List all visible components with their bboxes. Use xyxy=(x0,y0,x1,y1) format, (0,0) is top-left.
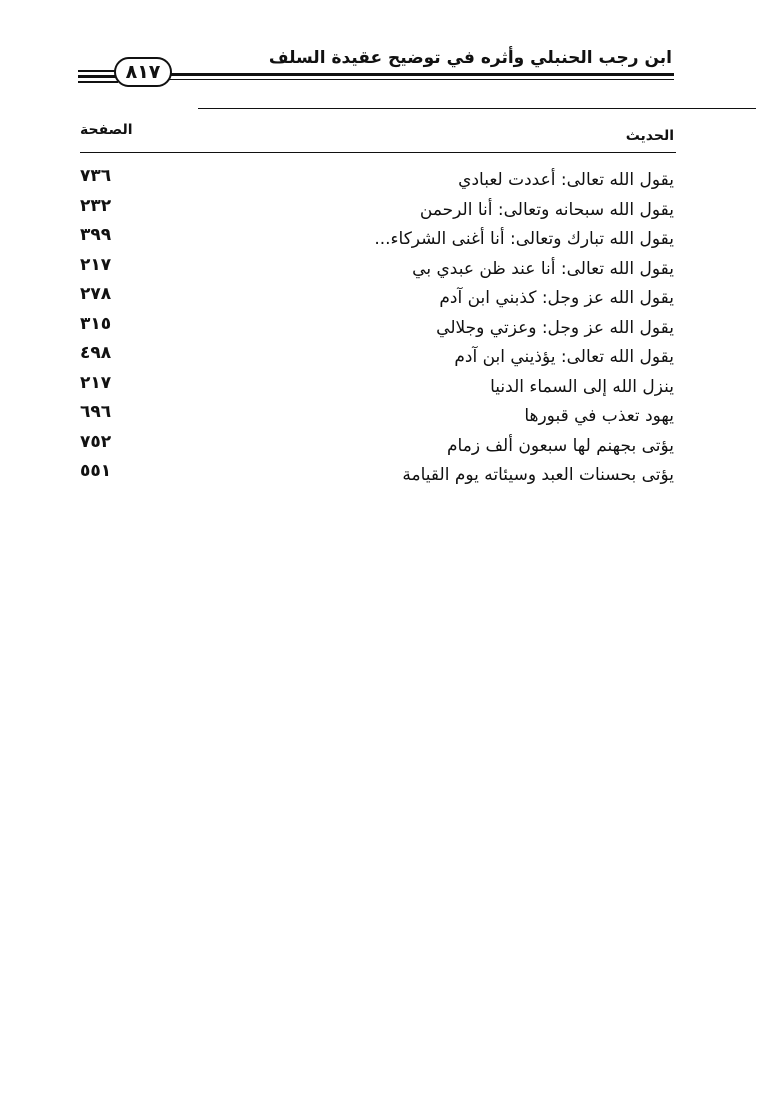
hadith-text: يؤتى بحسنات العبد وسيئاته يوم القيامة xyxy=(402,465,674,485)
page-reference: ٢٧٨ xyxy=(80,284,112,304)
page-reference: ٢١٧ xyxy=(80,372,112,393)
hadith-text: يؤتى بجهنم لها سبعون ألف زمام xyxy=(447,435,674,456)
column-header-top-rule xyxy=(198,108,756,109)
header-rule-thin xyxy=(168,79,674,80)
hadith-text: يقول الله عز وجل: كذبني ابن آدم xyxy=(439,288,674,308)
header-rule-thick xyxy=(168,73,674,76)
hadith-column-label: الحديث xyxy=(625,128,674,144)
header-ornament-line xyxy=(78,81,118,83)
hadith-text: يهود تعذب في قبورها xyxy=(524,406,674,426)
hadith-text: ينزل الله إلى السماء الدنيا xyxy=(490,376,674,397)
index-column-header xyxy=(80,108,674,154)
index-row xyxy=(80,196,674,226)
hadith-text: يقول الله تعالى: يؤذيني ابن آدم xyxy=(454,347,674,367)
page-reference: ٥٥١ xyxy=(80,461,112,481)
page-number-badge: ٨١٧ xyxy=(114,57,172,87)
index-row xyxy=(80,432,674,462)
page-reference: ٣٩٩ xyxy=(80,225,112,245)
page-reference: ٣١٥ xyxy=(80,313,112,334)
index-row xyxy=(80,402,674,432)
hadith-index-list xyxy=(80,166,674,491)
hadith-text: يقول الله سبحانه وتعالى: أنا الرحمن xyxy=(419,199,674,220)
page-reference: ٤٩٨ xyxy=(80,343,112,363)
index-row xyxy=(80,314,674,344)
hadith-text: يقول الله تعالى: أنا عند ظن عبدي بي xyxy=(412,258,674,279)
index-row xyxy=(80,255,674,285)
page-reference: ٧٥٢ xyxy=(80,431,112,452)
hadith-text: يقول الله تعالى: أعددت لعبادي xyxy=(458,170,674,190)
page-reference: ٧٣٦ xyxy=(80,166,112,186)
index-row xyxy=(80,284,674,314)
page-column-label: الصفحة xyxy=(80,122,133,138)
page-reference: ٢٣٢ xyxy=(80,195,112,216)
running-title: ابن رجب الحنبلي وأثره في توضيح عقيدة السلف xyxy=(268,48,672,68)
page-reference: ٢١٧ xyxy=(80,254,112,275)
column-header-bottom-rule xyxy=(80,152,676,153)
page-reference: ٦٩٦ xyxy=(80,402,112,422)
index-row xyxy=(80,343,674,373)
page-header xyxy=(0,0,758,95)
index-row xyxy=(80,461,674,491)
index-row xyxy=(80,166,674,196)
header-ornament-line xyxy=(78,70,118,72)
hadith-text: يقول الله تبارك وتعالى: أنا أغنى الشركاء... xyxy=(374,229,674,249)
header-ornament-line xyxy=(78,75,118,78)
hadith-text: يقول الله عز وجل: وعزتي وجلالي xyxy=(436,317,674,338)
index-row xyxy=(80,225,674,255)
index-row xyxy=(80,373,674,403)
